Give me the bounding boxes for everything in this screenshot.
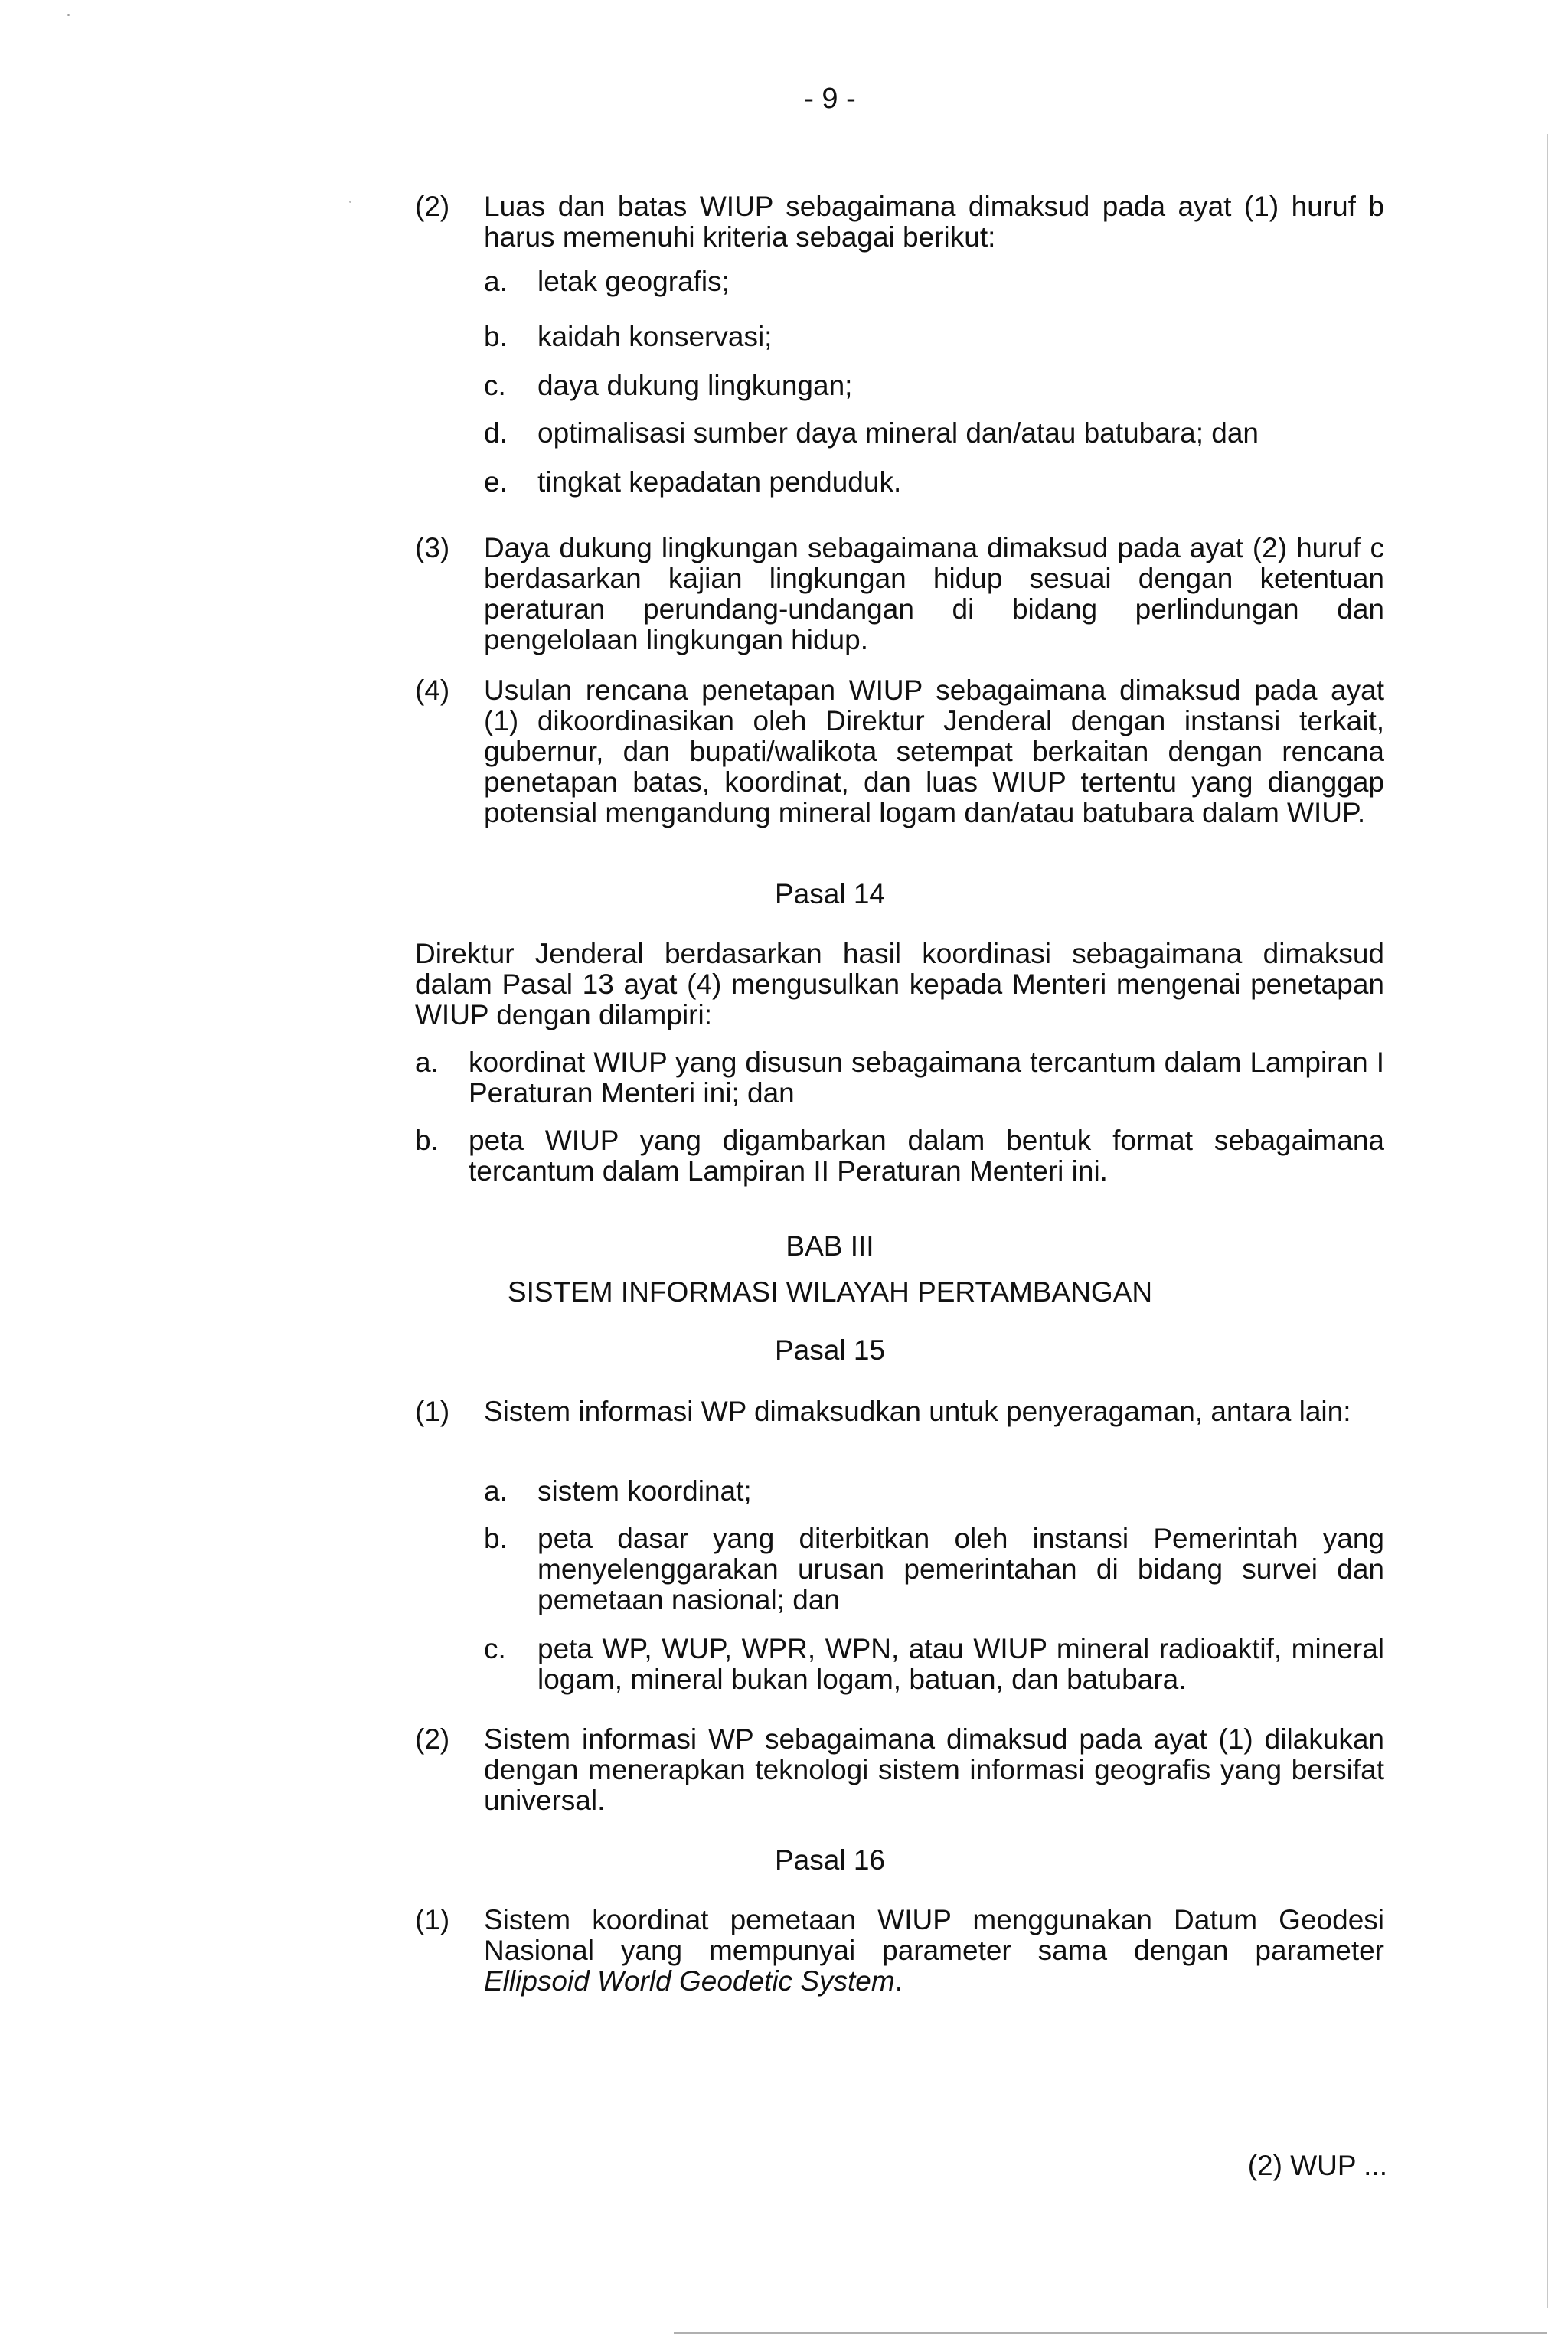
list-item: tingkat kepadatan penduduk.: [537, 466, 902, 498]
list-item: koordinat WIUP yang disusun sebagaimana tercantum dalam Lampiran I Peraturan Menteri ini; dan: [469, 1047, 1384, 1109]
list-letter: c.: [484, 370, 506, 401]
list-letter: a.: [484, 266, 508, 297]
paragraph-text: Daya dukung lingkungan sebagaimana dimaksud pada ayat (2) huruf c berdasarkan kajian lingkungan hidup sesuai dengan ketentuan peraturan perundang-undangan di bidang perlindungan dan pengelolaan lingkungan hidup.: [484, 532, 1384, 655]
page-number: - 9 -: [804, 83, 856, 115]
continuation-catchword: (2) WUP ...: [1247, 2150, 1387, 2181]
list-item: peta dasar yang diterbitkan oleh instansi Pemerintah yang menyelenggarakan urusan pemerintahan di bidang survei dan pemetaan nasional; dan: [537, 1523, 1384, 1615]
list-letter: b.: [484, 321, 508, 352]
italic-term: Ellipsoid World Geodetic System: [484, 1965, 895, 1997]
chapter-heading: BAB III: [786, 1230, 874, 1262]
scan-edge-line: [1547, 134, 1548, 2308]
paragraph-number: (2): [415, 191, 450, 222]
paragraph-text: [484, 1905, 1384, 1997]
list-item: peta WIUP yang digambarkan dalam bentuk format sebagaimana tercantum dalam Lampiran II Peraturan Menteri ini.: [469, 1125, 1384, 1187]
list-letter: d.: [484, 417, 508, 449]
chapter-title: SISTEM INFORMASI WILAYAH PERTAMBANGAN: [507, 1276, 1153, 1308]
article-heading: Pasal 16: [775, 1844, 885, 1876]
paragraph-text: Usulan rencana penetapan WIUP sebagaimana dimaksud pada ayat (1) dikoordinasikan oleh Direktur Jenderal dengan instansi terkait, gubernur, dan bupati/walikota setempat berkaitan dengan rencana penetapan batas, koordinat, dan luas WIUP tertentu yang dianggap potensial mengandung mineral logam dan/atau batubara dalam WIUP.: [484, 674, 1384, 828]
list-letter: a.: [484, 1475, 508, 1507]
paragraph-number: (1): [415, 1396, 450, 1427]
list-item: daya dukung lingkungan;: [537, 370, 853, 401]
list-letter: b.: [415, 1125, 439, 1156]
article-heading: Pasal 14: [775, 878, 885, 910]
list-item: optimalisasi sumber daya mineral dan/atau batubara; dan: [537, 417, 1259, 449]
paragraph-number: (1): [415, 1904, 450, 1935]
list-item: peta WP, WUP, WPR, WPN, atau WIUP mineral radioaktif, mineral logam, mineral bukan logam, batuan, dan batubara.: [537, 1633, 1384, 1695]
scan-speck: [349, 201, 351, 203]
scan-edge-line: [674, 2332, 1547, 2334]
paragraph-number: (3): [415, 532, 450, 563]
list-item: kaidah konservasi;: [537, 321, 773, 352]
paragraph-text-part: Sistem koordinat pemetaan WIUP menggunakan Datum Geodesi Nasional yang mempunyai parameter sama dengan parameter: [484, 1904, 1384, 1966]
paragraph-text: Sistem informasi WP dimaksudkan untuk penyeragaman, antara lain:: [484, 1396, 1351, 1427]
paragraph-text-part: .: [894, 1965, 903, 1997]
list-item: letak geografis;: [537, 266, 730, 297]
paragraph-text: Sistem informasi WP sebagaimana dimaksud pada ayat (1) dilakukan dengan menerapkan teknologi sistem informasi geografis yang bersifat universal.: [484, 1723, 1384, 1816]
article-heading: Pasal 15: [775, 1334, 885, 1366]
paragraph-number: (2): [415, 1723, 450, 1755]
list-letter: e.: [484, 466, 508, 498]
paragraph-number: (4): [415, 674, 450, 706]
list-letter: c.: [484, 1633, 506, 1664]
list-letter: a.: [415, 1047, 439, 1078]
list-letter: b.: [484, 1523, 508, 1554]
paragraph-text: Direktur Jenderal berdasarkan hasil koordinasi sebagaimana dimaksud dalam Pasal 13 ayat (4) mengusulkan kepada Menteri mengenai penetapan WIUP dengan dilampiri:: [415, 938, 1384, 1030]
scan-speck: [67, 14, 70, 16]
list-item: sistem koordinat;: [537, 1475, 752, 1507]
paragraph-text: Luas dan batas WIUP sebagaimana dimaksud pada ayat (1) huruf b harus memenuhi kriteria sebagai berikut:: [484, 191, 1384, 253]
